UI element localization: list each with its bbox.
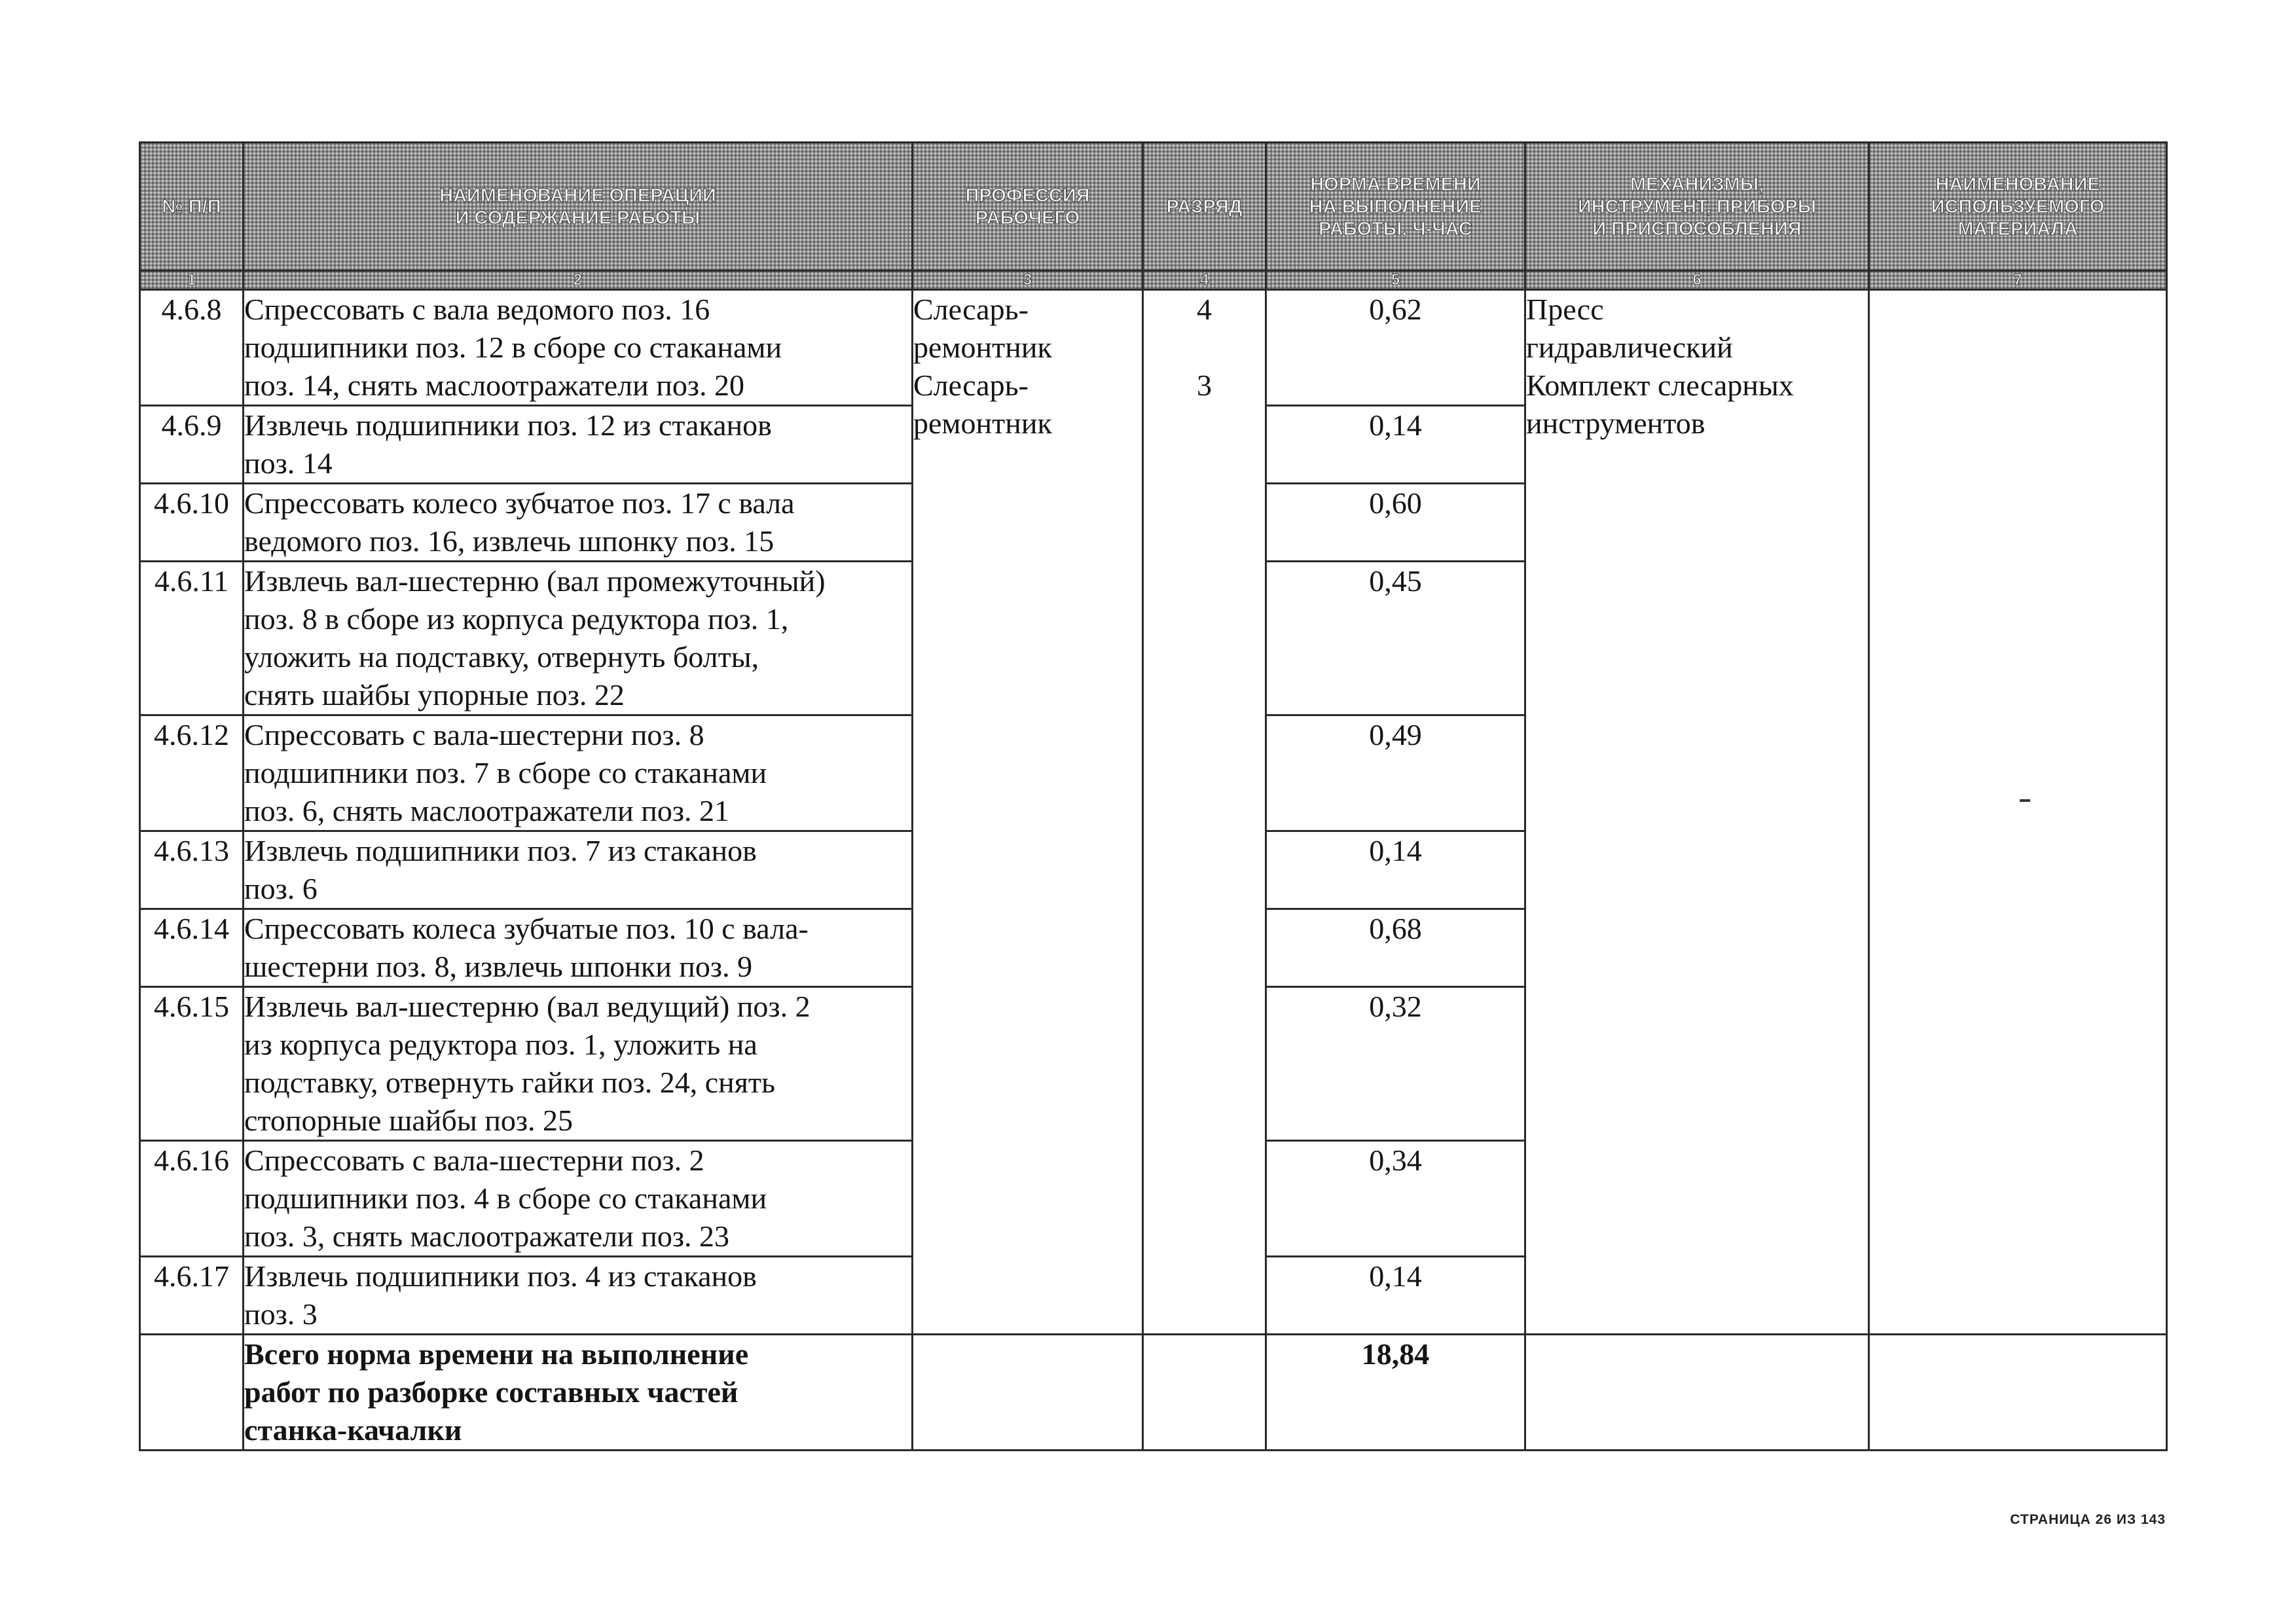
page-counter: СТРАНИЦА 26 ИЗ 143	[2010, 1512, 2166, 1527]
operation-number: 4.6.16	[140, 1141, 244, 1257]
header-mechanisms: МЕХАНИЗМЫ, ИНСТРУМЕНТ, ПРИБОРЫ И ПРИСПОСОБЛЕНИЯ	[1525, 143, 1869, 271]
operation-description: Извлечь подшипники поз. 7 из стаканов поз. 6	[244, 831, 913, 909]
operation-description: Извлечь подшипники поз. 12 из стаканов поз. 14	[244, 406, 913, 484]
total-row	[140, 1335, 2167, 1451]
column-number: 7	[1869, 271, 2167, 290]
operation-description: Спрессовать с вала-шестерни поз. 2 подшипники поз. 4 в сборе со стаканами поз. 3, снять маслоотражатели поз. 23	[244, 1141, 913, 1257]
operation-description: Извлечь вал-шестерню (вал ведущий) поз. 2 из корпуса редуктора поз. 1, уложить на подставку, отвернуть гайки поз. 24, снять стопорные шайбы поз. 25	[244, 987, 913, 1141]
time-norm-value: 0,60	[1266, 484, 1525, 562]
header-operation: НАИМЕНОВАНИЕ ОПЕРАЦИИ И СОДЕРЖАНИЕ РАБОТЫ	[244, 143, 913, 271]
column-number: 6	[1525, 271, 1869, 290]
worker-profession: Слесарь- ремонтник Слесарь- ремонтник	[913, 290, 1143, 1335]
total-material-cell	[1869, 1335, 2167, 1451]
operation-description: Спрессовать с вала-шестерни поз. 8 подшипники поз. 7 в сборе со стаканами поз. 6, снять маслоотражатели поз. 21	[244, 715, 913, 831]
time-norm-value: 0,62	[1266, 290, 1525, 406]
operation-description: Спрессовать колеса зубчатые поз. 10 с вала- шестерни поз. 8, извлечь шпонки поз. 9	[244, 909, 913, 987]
time-norm-value: 0,49	[1266, 715, 1525, 831]
operation-description: Извлечь подшипники поз. 4 из стаканов поз. 3	[244, 1257, 913, 1335]
header-grade: РАЗРЯД	[1143, 143, 1266, 271]
material-cell	[1869, 290, 2167, 1335]
total-label: Всего норма времени на выполнение работ по разборке составных частей станка-качалки	[244, 1335, 913, 1451]
operations-table	[139, 141, 2168, 1451]
table-row	[140, 290, 2167, 406]
total-time-norm: 18,84	[1266, 1335, 1525, 1451]
header-time-norm: НОРМА ВРЕМЕНИ НА ВЫПОЛНЕНИЕ РАБОТЫ, Ч-ЧАС	[1266, 143, 1525, 271]
operations-sheet	[139, 141, 2166, 1451]
table-header-row	[140, 143, 2167, 271]
total-profession-cell	[913, 1335, 1143, 1451]
header-number: № П/П	[140, 143, 244, 271]
total-number-cell	[140, 1335, 244, 1451]
column-number: 5	[1266, 271, 1525, 290]
time-norm-value: 0,32	[1266, 987, 1525, 1141]
column-number: 4	[1143, 271, 1266, 290]
operation-description: Спрессовать с вала ведомого поз. 16 подшипники поз. 12 в сборе со стаканами поз. 14, снять маслоотражатели поз. 20	[244, 290, 913, 406]
column-number: 2	[244, 271, 913, 290]
operation-description: Спрессовать колесо зубчатое поз. 17 с вала ведомого поз. 16, извлечь шпонку поз. 15	[244, 484, 913, 562]
time-norm-value: 0,14	[1266, 406, 1525, 484]
time-norm-value: 0,68	[1266, 909, 1525, 987]
column-number: 1	[140, 271, 244, 290]
operation-number: 4.6.8	[140, 290, 244, 406]
time-norm-value: 0,14	[1266, 1257, 1525, 1335]
operation-number: 4.6.15	[140, 987, 244, 1141]
mechanisms-tools: Пресс гидравлический Комплект слесарных инструментов	[1525, 290, 1869, 1335]
operation-number: 4.6.9	[140, 406, 244, 484]
worker-grade: 4 3	[1143, 290, 1266, 1335]
time-norm-value: 0,34	[1266, 1141, 1525, 1257]
operation-number: 4.6.12	[140, 715, 244, 831]
time-norm-value: 0,45	[1266, 562, 1525, 715]
total-grade-cell	[1143, 1335, 1266, 1451]
header-material: НАИМЕНОВАНИЕ ИСПОЛЬЗУЕМОГО МАТЕРИАЛА	[1869, 143, 2167, 271]
operation-number: 4.6.13	[140, 831, 244, 909]
column-number: 3	[913, 271, 1143, 290]
total-mechanisms-cell	[1525, 1335, 1869, 1451]
header-profession: ПРОФЕССИЯ РАБОЧЕГО	[913, 143, 1143, 271]
time-norm-value: 0,14	[1266, 831, 1525, 909]
operation-description: Извлечь вал-шестерню (вал промежуточный) поз. 8 в сборе из корпуса редуктора поз. 1, уложить на подставку, отвернуть болты, снять шайбы упорные поз. 22	[244, 562, 913, 715]
column-number-row	[140, 271, 2167, 290]
operation-number: 4.6.11	[140, 562, 244, 715]
operation-number: 4.6.17	[140, 1257, 244, 1335]
material-dash	[2020, 799, 2030, 802]
operation-number: 4.6.10	[140, 484, 244, 562]
operation-number: 4.6.14	[140, 909, 244, 987]
